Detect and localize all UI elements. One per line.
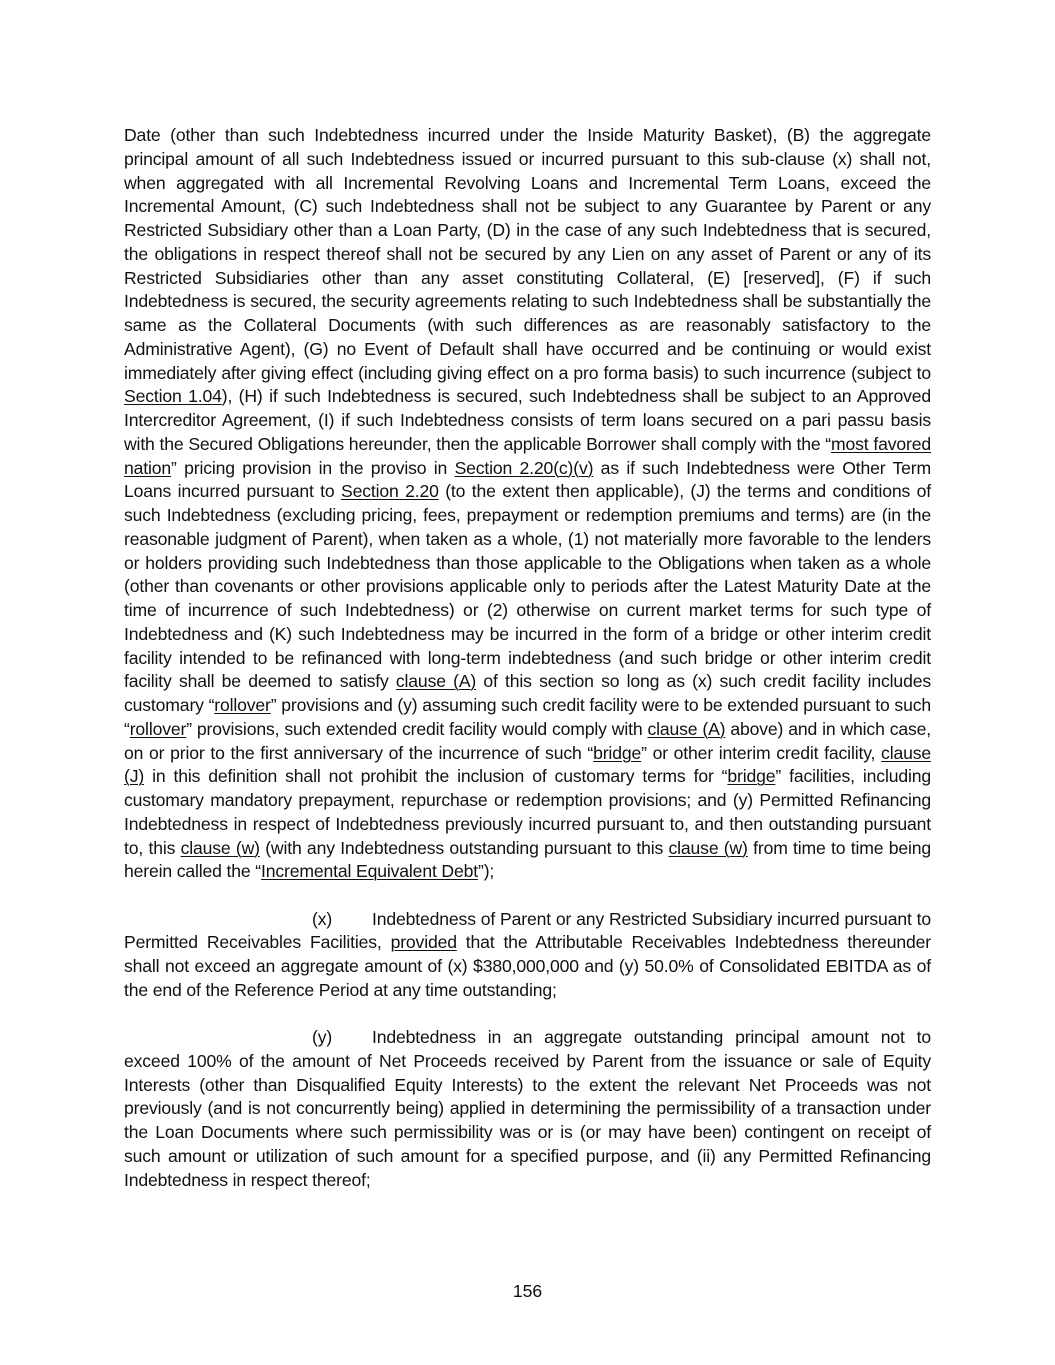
clause-label-x: (x) bbox=[312, 908, 333, 929]
paragraph-x: (x) Indebtedness of Parent or any Restricted Subsidiary incurred pursuant to Permitted Receivables Facilities, provided that the Attributable Receivables Indebtedness thereunder shall not exceed an aggregate amount of (x) $380,000,000 and (y) 50.0% of Consolidated EBITDA as of the end of the Reference Period at any time outstanding; bbox=[124, 908, 931, 1000]
page-number: 156 bbox=[512, 1281, 543, 1301]
cross-reference-clause-w: clause (w) bbox=[180, 837, 260, 858]
cross-reference-clause-w: clause (w) bbox=[668, 837, 748, 858]
cross-reference-section-2-20-c-v: Section 2.20(c)(v) bbox=[454, 457, 594, 478]
cross-reference-section-1-04: Section 1.04 bbox=[124, 386, 222, 407]
document-page bbox=[124, 124, 931, 1192]
clause-label-y: (y) bbox=[312, 1027, 333, 1047]
cross-reference-clause-a: clause (A) bbox=[395, 671, 477, 692]
defined-term-provided: provided bbox=[390, 932, 457, 953]
paragraph-y: (y) Indebtedness in an aggregate outstanding principal amount not to exceed 100% of the amount of Net Proceeds received by Parent from the issuance or sale of Equity Interests (other than Disqualified Equity Interests) to the extent the relevant Net Proceeds was not previously (and is not concurrently being) applied in determining the permissibility of a transaction under the Loan Documents where such permissibility was or is (or may have been) contingent on receipt of such amount or utilization of such amount for a specified purpose, and (ii) any Permitted Refinancing Indebtedness in respect thereof; bbox=[124, 1027, 931, 1190]
cross-reference-clause-j: clause (J) bbox=[124, 742, 932, 787]
defined-term-incremental-equivalent-debt: Incremental Equivalent Debt bbox=[261, 861, 478, 882]
paragraph-w-continuation: Date (other than such Indebtedness incurred under the Inside Maturity Basket), (B) the aggregate principal amount of all such Indebtedness issued or incurred pursuant to this sub-clause (x) shall not, when aggregated with all Incremental Revolving Loans and Incremental Term Loans, exceed the Incremental Amount, (C) such Indebtedness shall not be subject to any Guarantee by Parent or any Restricted Subsidiary other than a Loan Party, (D) in the case of any such Indebtedness that is secured, the obligations in respect thereof shall not be secured by any Lien on any asset of Parent or any of its Restricted Subsidiaries other than any asset constituting Collateral, (E) [reserved], (F) if such Indebtedness is secured, the security agreements relating to such Indebtedness shall be substantially the same as the Collateral Documents (with such differences as are reasonably satisfactory to the Administrative Agent), (G) no Event of Default shall have occurred and be continuing or would exist immediately after giving effect (including giving effect on a pro forma basis) to such incurrence (subject to Section 1.04), (H) if such Indebtedness is secured, such Indebtedness shall be subject to an Approved Intercreditor Agreement, (I) if such Indebtedness consists of term loans secured on a pari passu basis with the Secured Obligations hereunder, then the applicable Borrower shall comply with the “most favored nation” pricing provision in the proviso in Section 2.20(c)(v) as if such Indebtedness were Other Term Loans incurred pursuant to Section 2.20 (to the extent then applicable), (J) the terms and conditions of such Indebtedness (excluding pricing, fees, prepayment or redemption premiums and terms) are (in the reasonable judgment of Parent), when taken as a whole, (1) not materially more favorable to the lenders or holders providing such Indebtedness than those applicable to the Obligations when taken as a whole (other than covenants or other provisions applicable only to periods after the Latest Maturity Date at the time of incurrence of such Indebtedness) or (2) otherwise on current market terms for such type of Indebtedness and (K) such Indebtedness may be incurred in the form of a bridge or other interim credit facility intended to be refinanced with long-term indebtedness (and such bridge or other interim credit facility shall be deemed to satisfy clause (A) of this section so long as (x) such credit facility includes customary “rollover” provisions and (y) assuming such credit facility were to be extended pursuant to such “rollover” provisions, such extended credit facility would comply with clause (A) above) and in which case, on or prior to the first anniversary of the incurrence of such “bridge” or other interim credit facility, clause (J) in this definition shall not prohibit the inclusion of customary terms for “bridge” facilities, including customary mandatory prepayment, repurchase or redemption provisions; and (y) Permitted Refinancing Indebtedness in respect of Indebtedness previously incurred pursuant to, and then outstanding pursuant to, this clause (w) (with any Indebtedness outstanding pursuant to this clause (w) from time to time being herein called the “Incremental Equivalent Debt”); bbox=[124, 125, 932, 882]
defined-term-most-favored-nation: most favored nation bbox=[124, 433, 931, 478]
cross-reference-section-2-20: Section 2.20 bbox=[341, 481, 439, 502]
defined-term-bridge: bridge bbox=[593, 742, 642, 763]
defined-term-rollover: rollover bbox=[129, 718, 187, 739]
defined-term-bridge: bridge bbox=[727, 766, 776, 787]
defined-term-rollover: rollover bbox=[214, 695, 271, 715]
cross-reference-clause-a: clause (A) bbox=[647, 718, 726, 739]
